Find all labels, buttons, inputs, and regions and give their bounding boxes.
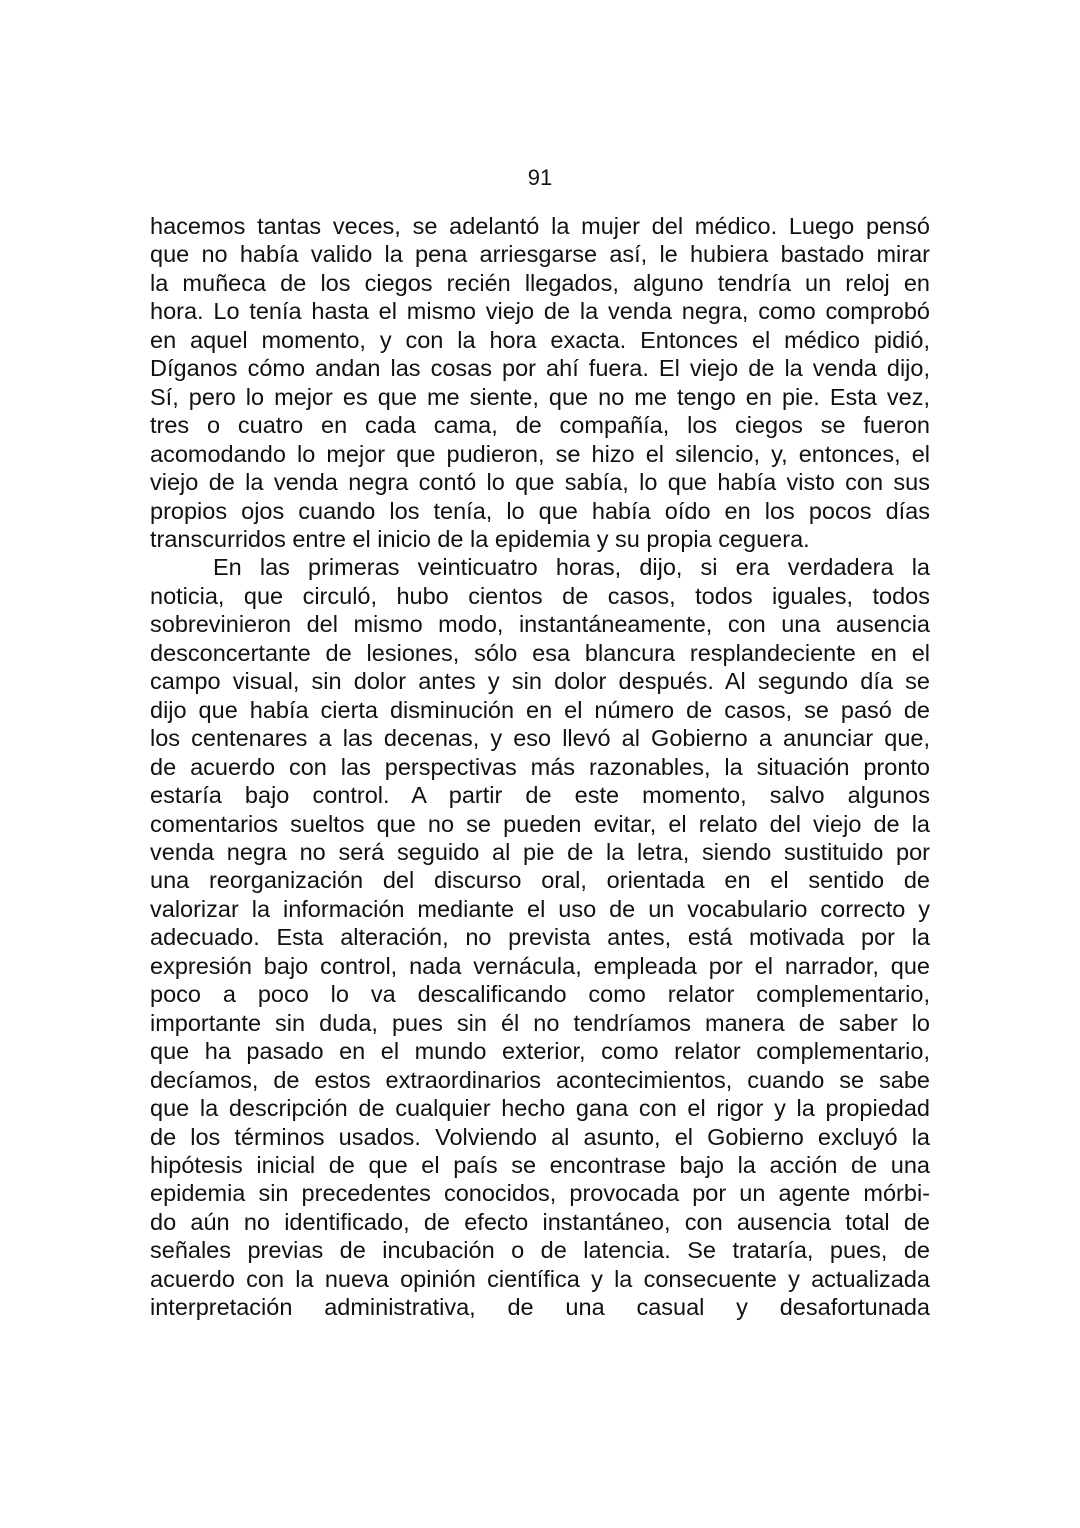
- text-line: que no había valido la pena arriesgarse así, le hubiera bastado mirar: [150, 241, 930, 268]
- text-line: hora. Lo tenía hasta el mismo viejo de la venda negra, como comprobó: [150, 298, 930, 325]
- text-line: en aquel momento, y con la hora exacta. Entonces el médico pidió,: [150, 326, 930, 353]
- text-line: campo visual, sin dolor antes y sin dolor después. Al segundo día se: [150, 668, 930, 695]
- text-line: hipótesis inicial de que el país se encontrase bajo la acción de una: [150, 1151, 930, 1178]
- text-line: expresión bajo control, nada vernácula, empleada por el narrador, que: [150, 952, 930, 979]
- text-line: poco a poco lo va descalificando como relator complementario,: [150, 981, 930, 1008]
- text-line: En las primeras veinticuatro horas, dijo, si era verdadera la: [213, 554, 930, 581]
- text-line: los centenares a las decenas, y eso llevó al Gobierno a anunciar que,: [150, 725, 930, 752]
- text-line: Sí, pero lo mejor es que me siente, que no me tengo en pie. Esta vez,: [150, 383, 930, 410]
- text-line: de acuerdo con las perspectivas más razonables, la situación pronto: [150, 753, 930, 780]
- text-line: la muñeca de los ciegos recién llegados, alguno tendría un reloj en: [150, 269, 930, 296]
- text-line: viejo de la venda negra contó lo que sabía, lo que había visto con sus: [150, 469, 930, 496]
- text-line: noticia, que circuló, hubo cientos de casos, todos iguales, todos: [150, 582, 930, 609]
- text-line: adecuado. Esta alteración, no prevista antes, está motivada por la: [150, 924, 930, 951]
- text-line: hacemos tantas veces, se adelantó la mujer del médico. Luego pensó: [150, 213, 930, 239]
- text-line: decíamos, de estos extraordinarios acontecimientos, cuando se sabe: [150, 1066, 930, 1093]
- page-number: 91: [527, 165, 553, 190]
- text-line: do aún no identificado, de efecto instantáneo, con ausencia total de: [150, 1208, 930, 1235]
- text-line: que la descripción de cualquier hecho gana con el rigor y la propiedad: [150, 1095, 930, 1122]
- text-line: Díganos cómo andan las cosas por ahí fuera. El viejo de la venda dijo,: [150, 355, 930, 382]
- text-line: acuerdo con la nueva opinión científica y la consecuente y actualizada: [150, 1265, 930, 1292]
- text-line: transcurridos entre el inicio de la epidemia y su propia ceguera.: [150, 525, 810, 552]
- text-line: una reorganización del discurso oral, orientada en el sentido de: [150, 867, 930, 894]
- text-line: desconcertante de lesiones, sólo esa blancura resplandeciente en el: [150, 639, 930, 666]
- text-line: importante sin duda, pues sin él no tendríamos manera de saber lo: [150, 1009, 930, 1036]
- text-line: de los términos usados. Volviendo al asunto, el Gobierno excluyó la: [150, 1123, 930, 1150]
- text-line: sobrevinieron del mismo modo, instantáneamente, con una ausencia: [150, 611, 930, 638]
- text-line: dijo que había cierta disminución en el número de casos, se pasó de: [150, 696, 930, 723]
- text-line: epidemia sin precedentes conocidos, provocada por un agente mórbi-: [150, 1180, 930, 1207]
- text-line: venda negra no será seguido al pie de la letra, siendo sustituido por: [150, 838, 930, 865]
- text-line: comentarios sueltos que no se pueden evitar, el relato del viejo de la: [150, 810, 930, 837]
- text-line: propios ojos cuando los tenía, lo que había oído en los pocos días: [150, 497, 930, 524]
- text-line: interpretación administrativa, de una casual y desafortunada: [150, 1294, 930, 1321]
- text-line: estaría bajo control. A partir de este momento, salvo algunos: [150, 782, 930, 809]
- text-line: que ha pasado en el mundo exterior, como relator complementario,: [150, 1038, 930, 1065]
- body-text: [150, 212, 930, 1322]
- text-line: acomodando lo mejor que pudieron, se hizo el silencio, y, entonces, el: [150, 440, 930, 467]
- text-line: valorizar la información mediante el uso de un vocabulario correcto y: [150, 895, 930, 922]
- text-line: tres o cuatro en cada cama, de compañía, los ciegos se fueron: [150, 412, 930, 439]
- text-line: señales previas de incubación o de latencia. Se trataría, pues, de: [150, 1237, 930, 1264]
